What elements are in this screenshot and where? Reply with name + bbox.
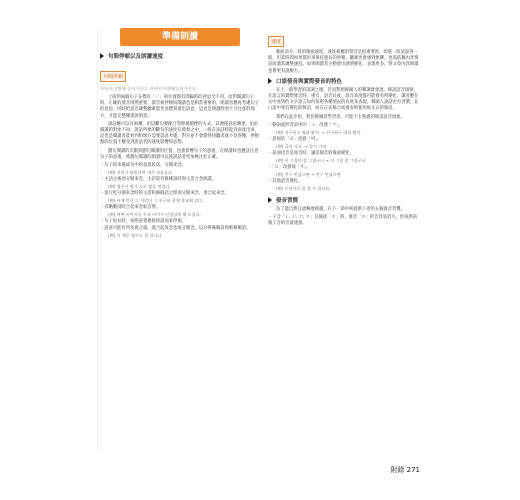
example-line: (例) 무엇이든 잘 할 수 있어요. [276, 186, 331, 192]
example-line: (例) 이 책은 영수도 잘 압니다. [108, 233, 163, 239]
list-item: ・其他語音變化。 [268, 178, 303, 184]
paragraph: 在上一節學習的語調之後，若再對照韓國人的聲調會發現，韓語語音規律，在語言的實際發音時，重音、語音長度、語音高度都可能會有所變化，讀者應在文中看到的文字語言如何按照各種情況的高度來表現，韓國人說話也有習慣，在口語中會有變化的韓語，而在正式場合或發表時使用較正式的韓語。 [268, 87, 419, 112]
paragraph: 歌曲前方一段的歌曲速度，速度相應的發音是很重要的，即使一段話說得一般，但其時間如果都用來保持過長的停頓，聽眾也會感到無聊，也需依據內容情況而適當調整速度。如果朗讀者主動發出感情變化，表現更多，對文章內容朗讀也會更有說服力。 [268, 50, 419, 74]
example-line: (例) 어제 만난 그 사람이 그 친구와 함께 학교에 갔다. [108, 198, 204, 204]
tag-pause: 句間停頓 [100, 71, 126, 82]
page-number: 附錄 271 [390, 466, 420, 474]
triangle-bullet-icon [100, 53, 104, 59]
list-item: ・語意可能有所差異之處，適合起來念也或分開念，以分辨修飾語與被修飾語。 [100, 226, 251, 232]
example-line: (例) 진리가 영원하여 내가 자유롭다. [108, 170, 174, 176]
page-divider [97, 30, 98, 450]
example-line: (例) 어떤 이야기를 우리 아이가 선생님께 해 드렸다. [108, 212, 201, 218]
chapter-title: 準備朗讀 [120, 28, 240, 46]
list-item: ・主語之後須分開來念，主語前有修飾語時與主語合念朗讀。 [100, 177, 217, 183]
example-line: (例) 친구 만났으면 → 친구 만났으면 [276, 172, 341, 178]
section-heading-text: 口語發音與實際發音的特色 [276, 78, 343, 85]
list-item: ・句子結束處或句中的意思段落，分開來念。 [100, 163, 186, 169]
list-item: ・「으」改發成「우」。 [268, 164, 311, 170]
example-line: (例) 같이 가요. → 같이 가여. [276, 144, 328, 150]
tag-speed: 速度 [268, 36, 284, 47]
left-column [100, 28, 260, 240]
tag-example: 아버지가/방에 들어가신다. 아버지가방에/들어가신다. [100, 86, 198, 91]
example-line: (例) 영수가 딸기 소고 밥을 먹었다. [108, 184, 171, 190]
section-heading-text: 句間停頓以及朗讀速度 [108, 54, 164, 60]
bullet-list [100, 163, 260, 239]
section-heading-habit [268, 196, 420, 204]
section-heading-pause [100, 52, 260, 60]
example-line: (例) 이 그림의 잘 그렸구나 → 이 그림 잘 그렸구나 [276, 158, 366, 164]
list-item: ・省略動詞時合起來念較自然。 [100, 205, 161, 211]
bullet-list [268, 215, 420, 227]
list-item: ・子音「ㄴ, ㄷ, ㅁ, ㅇ」其後接「ㅎ」時，發音「ㅎ」的音容易消失，形成與前後子音的音量連接。 [268, 215, 418, 227]
paragraph: 上面的兩個句子在標有「／」的位置都有間隔時的意思全不同，而對閱讀句子時，正確的發音則然重要，讀音被停頓而閱讀也是相當重要的，朗讀者應再考慮句子的意思，同時把語音調整聽眾能更清楚知道出語意，這也是朗讀時須十分注意的地方，才能完整傳達說明意。 [100, 95, 259, 119]
list-item: ・動詞或形容詞中的「ㅗ」改發「ㅜ」。 [268, 122, 343, 128]
triangle-bullet-icon [268, 197, 272, 203]
list-item: ・句子很長時，按照意義連接結語而來停頓。 [100, 219, 186, 225]
paragraph: 說話應可以有兩種，用以斷句要配合等抑揚頓挫的方式，以便使意思傳達，由於閱讀的對象不同，說話所要的斷句的速度在節奏之中，一般在說話時能到表達出來，這也是閱讀者能看到的地方需要認真考慮，對方並不會覺得快聽者就不見得懂，停頓點的位置不應受到說話者的速度影響和思想。 [100, 121, 259, 146]
list-item: ・前面母音是尾音時，讓這個音與後面變化， [268, 150, 354, 156]
bullet-list [268, 123, 420, 192]
section-heading-text: 發音習慣 [276, 197, 299, 204]
right-column [268, 28, 420, 228]
section-heading-pronunciation [268, 77, 420, 85]
list-item: ・語尾的「요」改發「여」。 [268, 136, 322, 142]
paragraph: 劃句閱讀的次數與劃句閱讀的位置，也會影響句子的意義，在朗讀時也應該注意句子的意義，使劃句閱讀的朗讀可以使說話者更加專注於正確。 [100, 148, 259, 160]
list-item: ・進行把分開來念時的主語和修飾語之間須分開來念，須合起來念。 [100, 191, 229, 197]
paragraph: 我們在此介紹，對於韓國語學習者，可能不太熟悉的韓語語音現象。 [276, 114, 405, 120]
paragraph: 為了能自然且流暢地朗讀，在下一節中則提供下述的五個發音習慣。 [276, 206, 405, 212]
triangle-bullet-icon [268, 78, 272, 84]
example-line: (例) 친구하고 영화 봤어. → 친구하구 영화 봤어. [276, 130, 362, 136]
